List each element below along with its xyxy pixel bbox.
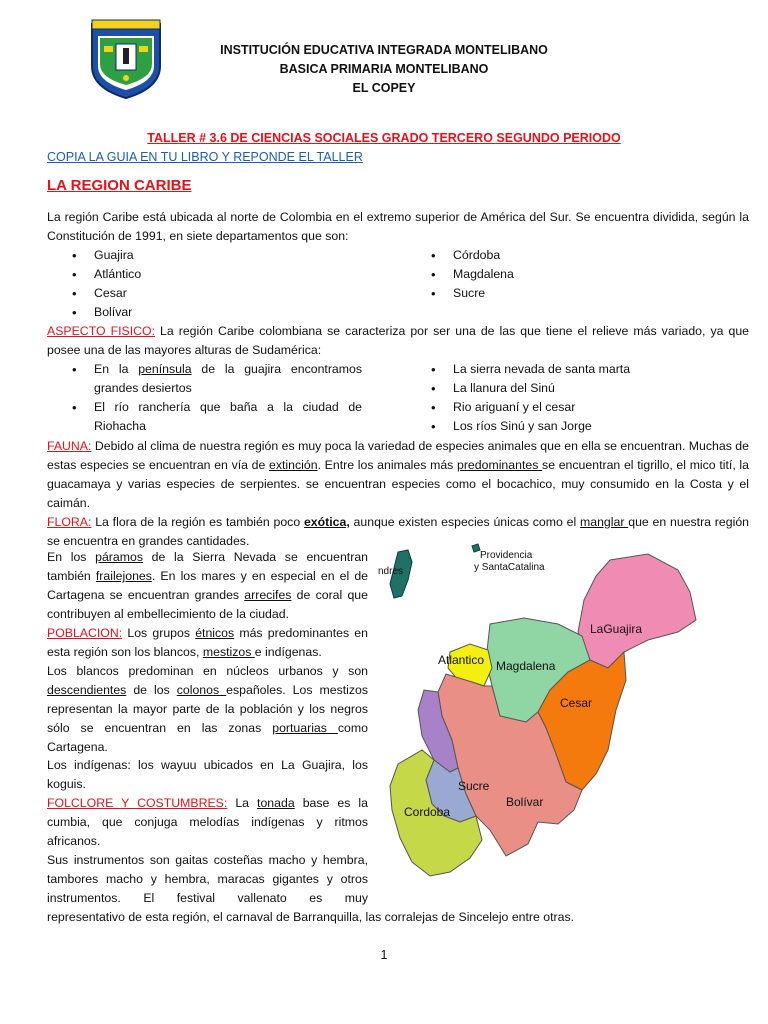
svg-text:ndres: ndres [378, 566, 404, 577]
paramos-paragraph: En los páramos de la Sierra Nevada se encuentran también frailejones. En los mares y en especial en el de Cartagena se encuentran grandes arrecifes de coral que contribuyen al embellecimiento de la ciudad. [47, 550, 368, 621]
fauna-paragraph: FAUNA: Debido al clima de nuestra región es muy poca la variedad de especies animales que en ella se encuentran. Muchas de estas especies se encuentran en vía de extinción. Entre los animales más predominantes se encuentran el tigrillo, el mico tití, la guacamaya y varias especies de serpientes. se encuentran especies como el bocachico, muy consumido en la Costa y el caimán. [47, 439, 749, 510]
svg-text:y SantaCatalina: y SantaCatalina [474, 562, 545, 573]
list-item: • La llanura del Sinú [427, 379, 747, 398]
taller-title: TALLER # 3.6 DE CIENCIAS SOCIALES GRADO TERCERO SEGUNDO PERIODO [147, 131, 621, 145]
list-item: • Rio ariguaní y el cesar [427, 398, 747, 417]
list-item: • Los ríos Sinú y san Jorge [427, 417, 747, 436]
list-item: • Guajira [68, 246, 388, 265]
instruction: COPIA LA GUIA EN TU LIBRO Y REPONDE EL TALLER [47, 150, 363, 164]
aspecto-label: ASPECTO FISICO: [47, 324, 155, 338]
intro-paragraph: La región Caribe está ubicada al norte de Colombia en el extremo superior de América del Sur. Se encuentra dividida, según la Constitución de 1991, en siete departamentos que son: [47, 210, 749, 243]
svg-text:Bolívar: Bolívar [506, 795, 544, 809]
indigenas-paragraph: Los indígenas: los wayuu ubicados en La Guajira, los koguis. [47, 758, 368, 791]
svg-text:Providencia: Providencia [480, 550, 533, 561]
list-item: • Atlántico [68, 265, 388, 284]
list-item: • Magdalena [427, 265, 727, 284]
closing-paragraph: representativo de esta región, el carnaval de Barranquilla, las corralejas de Sincelejo entre otras. [47, 910, 575, 924]
guajira-region [578, 554, 696, 668]
school-name: INSTITUCIÓN EDUCATIVA INTEGRADA MONTELIBANO [220, 43, 548, 57]
aspecto-list-right [427, 360, 747, 436]
folclore-paragraph: FOLCLORE Y COSTUMBRES: La tonada base es la cumbia, que conjuga melodías indígenas y ritmos africanos. [47, 796, 368, 848]
aspecto-list-left [68, 360, 362, 436]
aspecto-paragraph: ASPECTO FISICO: La región Caribe colombiana se caracteriza por ser una de las que tiene el relieve más variado, ya que posee una de las mayores alturas de Sudamérica: [47, 324, 749, 357]
svg-text:Cesar: Cesar [560, 696, 593, 710]
list-item: • Cesar [68, 284, 388, 303]
page-number: 1 [380, 948, 388, 962]
departments-list-left [68, 246, 388, 322]
school-location: EL COPEY [352, 81, 416, 95]
instrumentos-paragraph: Sus instrumentos son gaitas costeñas macho y hembra, tambores macho y hembra, maracas gigantes y otros instrumentos. El festival vallenato es muy [47, 853, 368, 905]
svg-text:Magdalena: Magdalena [496, 659, 556, 673]
flora-paragraph: FLORA: La flora de la región es también poco exótica, aunque existen especies únicas como el manglar que en nuestra región se encuentra en grandes cantidades. [47, 515, 749, 548]
svg-text:LaGuajira: LaGuajira [590, 622, 643, 636]
school-level: BASICA PRIMARIA MONTELIBANO [279, 62, 489, 76]
poblacion-paragraph: POBLACION: Los grupos étnicos más predominantes en esta región son los blancos, mestizos e indígenas. [47, 626, 368, 659]
svg-text:Cordoba: Cordoba [404, 805, 451, 819]
list-item: • En la península de la guajira encontramos grandes desiertos [68, 360, 362, 398]
svg-text:Sucre: Sucre [458, 779, 490, 793]
section-title: LA REGION CARIBE [47, 177, 192, 194]
providencia-island [472, 544, 480, 552]
list-item: • Bolívar [68, 303, 388, 322]
list-item: • La sierra nevada de santa marta [427, 360, 747, 379]
departments-list-right [427, 246, 727, 303]
list-item: • El río ranchería que baña a la ciudad de Riohacha [68, 398, 362, 436]
list-item: • Sucre [427, 284, 727, 303]
list-item: • Córdoba [427, 246, 727, 265]
caribbean-region-map [378, 540, 758, 910]
blancos-paragraph: Los blancos predominan en núcleos urbanos y son descendientes de los colonos españoles. Los mestizos representan la mayor parte de la población y los negros sólo se encuentran en las zonas portuarias como Cartagena. [47, 664, 368, 754]
svg-text:Atlantico: Atlantico [438, 653, 485, 667]
